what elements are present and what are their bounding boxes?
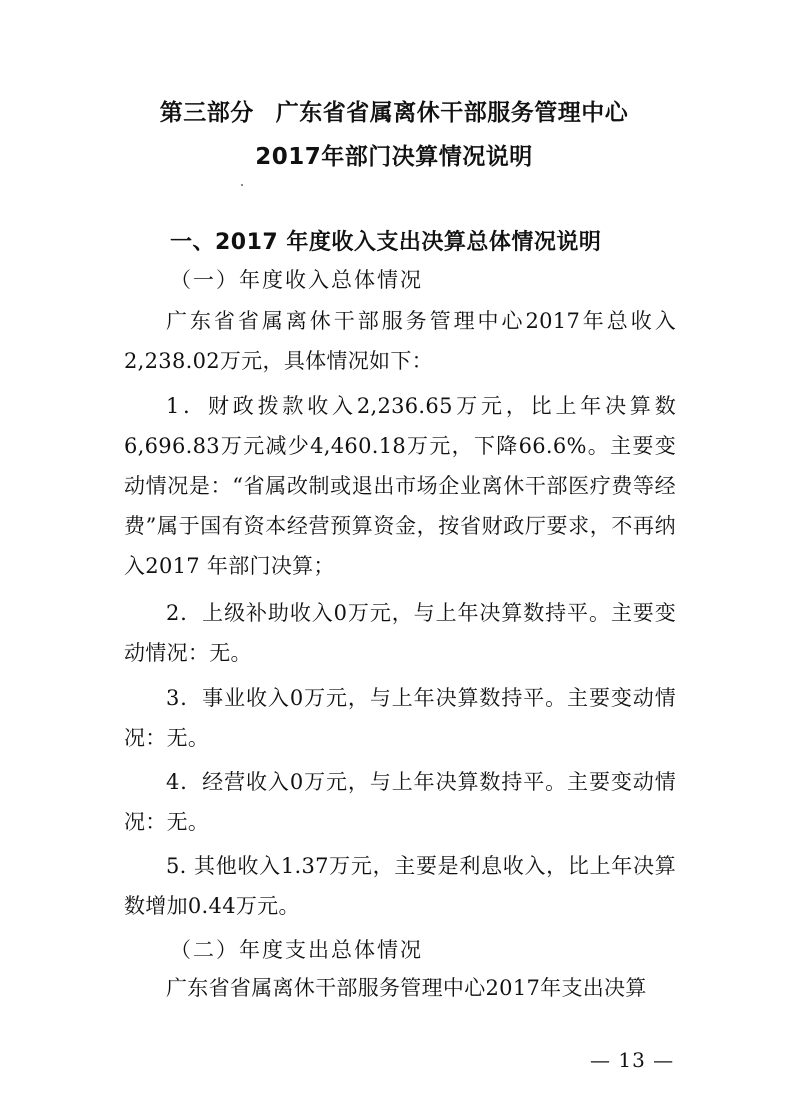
income-item-5: 5. 其他收入1.37万元，主要是利息收入，比上年决算数增加0.44万元。 bbox=[124, 854, 676, 918]
income-item-2: 2．上级补助收入0万元，与上年决算数持平。主要变动情况：无。 bbox=[124, 601, 676, 665]
income-item-4: 4．经营收入0万元，与上年决算数持平。主要变动情况：无。 bbox=[124, 770, 676, 834]
income-item-3: 3．事业收入0万元，与上年决算数持平。主要变动情况：无。 bbox=[124, 686, 676, 750]
document-subtitle: 2017年部门决算情况说明 bbox=[255, 144, 533, 170]
title-org: 广东省省属离休干部服务管理中心 bbox=[275, 100, 629, 126]
subsection-heading-income: （一）年度收入总体情况 bbox=[170, 268, 423, 292]
scan-speck bbox=[241, 184, 243, 186]
title-part: 第三部分 bbox=[159, 100, 254, 126]
expense-intro-paragraph: 广东省省属离休干部服务管理中心2017年支出决算 bbox=[166, 976, 647, 1000]
income-item-1: 1．财政拨款收入2,236.65万元，比上年决算数6,696.83万元减少4,460.18万元，下降66.6%。主要变动情况是：“省属改制或退出市场企业离休干部医疗费等经费”属于国有资本经营预算资金，按省财政厅要求，不再纳入2017 年部门决算； bbox=[124, 394, 676, 578]
page-number: — 13 — bbox=[590, 1048, 675, 1072]
section-heading: 一、2017 年度收入支出决算总体情况说明 bbox=[170, 230, 602, 255]
subsection-heading-expense: （二）年度支出总体情况 bbox=[170, 938, 423, 962]
document-title bbox=[0, 94, 788, 127]
income-intro-paragraph: 广东省省属离休干部服务管理中心2017年总收入2,238.02万元，具体情况如下： bbox=[124, 309, 676, 373]
